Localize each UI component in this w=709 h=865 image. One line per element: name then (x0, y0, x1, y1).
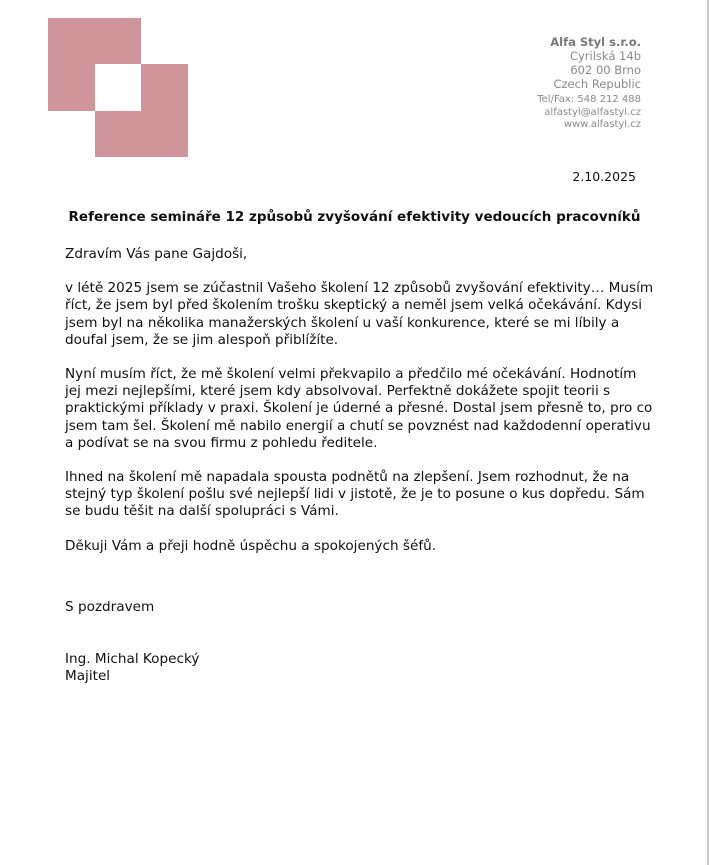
signature-name: Ing. Michal Kopecký (65, 651, 200, 667)
letter-paragraph: v létě 2025 jsem se zúčastnil Vašeho školení 12 způsobů zvyšování efektivity… Musím říct, že jsem byl před školením trošku skeptický a neměl jsem velká očekávání. Kdysi jsem byl na několika manažerských školení u vaší konkurence, které se mi líbily a doufal jsem, že se jim alespoň přiblížíte. (65, 280, 654, 348)
letter-paragraph: Děkuji Vám a přeji hodně úspěchu a spokojených šéfů. (65, 537, 437, 554)
letter-date: 2.10.2025 (572, 169, 636, 184)
logo-overlap-cutout (95, 64, 141, 111)
signature-block (65, 651, 199, 685)
company-name: Alfa Styl s.r.o. (550, 35, 641, 49)
company-email: alfastyl@alfastyl.cz (544, 106, 641, 118)
letter-greeting: Zdravím Vás pane Gajdoši, (65, 246, 248, 262)
signature-title: Majitel (65, 668, 111, 684)
company-website: www.alfastyl.cz (563, 119, 641, 130)
letter-closing: S pozdravem (65, 599, 155, 615)
company-phone: Tel/Fax: 548 212 488 (537, 94, 641, 105)
company-contact-block (537, 94, 641, 132)
company-address-block (550, 35, 641, 91)
company-street: Cyrilská 14b (569, 49, 641, 63)
letter-body (65, 246, 655, 572)
company-city: 602 00 Brno (570, 63, 641, 77)
letter-paragraph: Nyní musím říct, že mě školení velmi překvapilo a předčilo mé očekávání. Hodnotím jej mezi nejlepšími, které jsem kdy absolvoval. Perfektně dokážete spojit teorii s praktickými příklady v praxi. Školení je úderné a přesné. Dostal jsem přesně to, pro co jsem tam šel. Školení mě nabilo energií a chutí se povznést nad každodenní operativu a podívat se na svou firmu z pohledu ředitele. (65, 366, 653, 451)
company-country: Czech Republic (553, 77, 641, 91)
letter-subject: Reference semináře 12 způsobů zvyšování efektivity vedoucích pracovníků (68, 209, 641, 225)
company-logo (48, 18, 188, 158)
letter-paragraph: Ihned na školení mě napadala spousta podnětů na zlepšení. Jsem rozhodnut, že na stejný typ školení pošlu své nejlepší lidi v jistotě, že je to posune o kus dopředu. Sám se budu těšit na další spolupráci s Vámi. (65, 469, 645, 520)
